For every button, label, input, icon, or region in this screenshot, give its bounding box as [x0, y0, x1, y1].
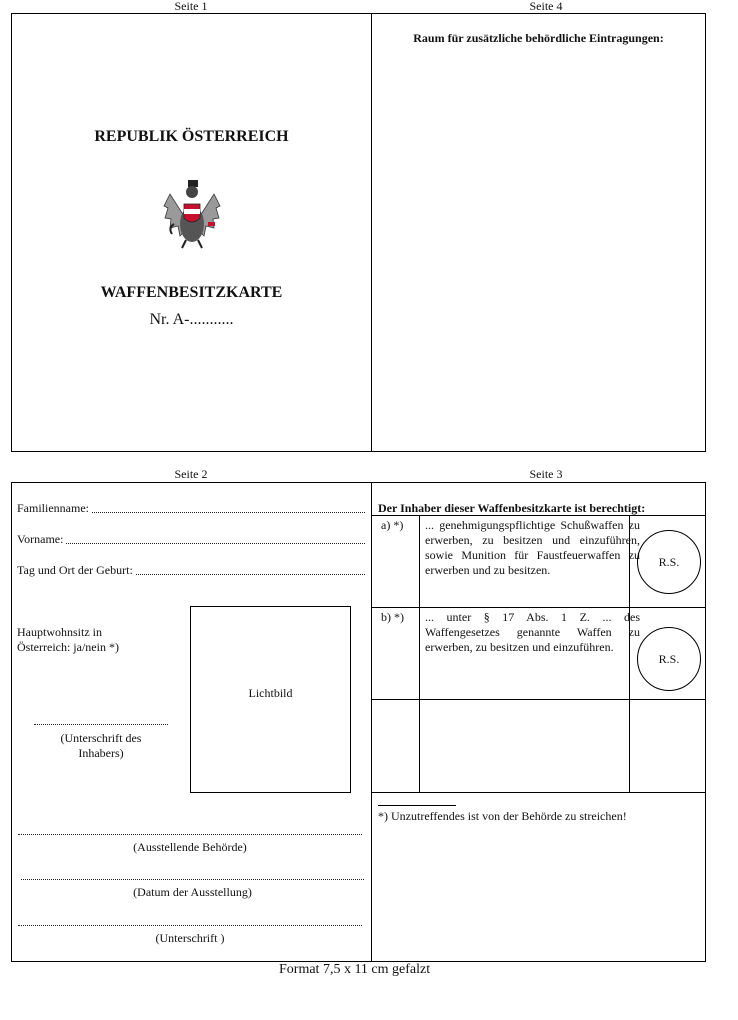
fill-line[interactable]: [92, 501, 365, 513]
signature-line[interactable]: [18, 925, 362, 926]
photo-box: [190, 606, 351, 793]
stamp-label: R.S.: [658, 651, 680, 666]
issue-date-caption: (Datum der Ausstellung): [133, 885, 252, 899]
page2-label: Seite 2: [174, 467, 208, 481]
issue-date-line[interactable]: [21, 879, 364, 880]
residence-field: [17, 625, 119, 655]
photo-label: Lichtbild: [248, 686, 293, 700]
format-note: Format 7,5 x 11 cm gefalzt: [279, 962, 431, 977]
row-divider: [372, 699, 705, 700]
document-number: Nr. A-...........: [149, 311, 234, 328]
signature-caption: (Unterschrift ): [155, 931, 225, 945]
page1-label: Seite 1: [174, 0, 208, 13]
page1-cover: [11, 13, 372, 452]
table-top-border: [372, 515, 705, 516]
row-divider: [372, 607, 705, 608]
row-b-key: b) *): [381, 610, 404, 624]
holder-signature-caption: [34, 731, 168, 761]
page4-label: Seite 4: [529, 0, 563, 13]
row-a-text: ... genehmigungspflichtige Schußwaffen zu erwerben, zu besitzen und einzuführen, sowie Munition für Faustfeuerwaffen zu erwerben und zu besitzen.: [425, 518, 640, 577]
austrian-eagle-icon: [162, 178, 222, 250]
column-divider: [419, 515, 420, 792]
page2-personal-data: [11, 482, 372, 962]
fill-line[interactable]: [136, 563, 365, 575]
footnote-text: *) Unzutreffendes ist von der Behörde zu streichen!: [378, 809, 627, 823]
row-b-text: ... unter § 17 Abs. 1 Z. ... des Waffengesetzes genannte Waffen zu erwerben, zu besitzen und einzuführen.: [425, 610, 640, 654]
caption-line: (Unterschrift des: [60, 731, 142, 745]
authority-line[interactable]: [18, 834, 362, 835]
field-label: Vorname:: [17, 532, 64, 546]
page4-heading: Raum für zusätzliche behördliche Eintragungen:: [413, 31, 664, 45]
field-geburt[interactable]: [17, 563, 365, 578]
page3-heading: Der Inhaber dieser Waffenbesitzkarte ist berechtigt:: [378, 501, 646, 515]
table-bottom-border: [372, 792, 705, 793]
footnote-rule: [378, 805, 456, 806]
field-familienname[interactable]: [17, 501, 365, 516]
holder-signature-line[interactable]: [34, 724, 168, 725]
field-label: Tag und Ort der Geburt:: [17, 563, 133, 577]
fill-line[interactable]: [66, 532, 365, 544]
document-title: WAFFENBESITZKARTE: [100, 284, 283, 301]
field-label: Familienname:: [17, 501, 89, 515]
residence-line1: Hauptwohnsitz in: [17, 625, 102, 639]
page3-authorizations: [371, 482, 706, 962]
field-vorname[interactable]: [17, 532, 365, 547]
official-stamp-circle: [637, 530, 701, 594]
residence-line2: Österreich: ja/nein *): [17, 640, 119, 654]
caption-line: Inhabers): [78, 746, 124, 760]
row-a-key: a) *): [381, 518, 404, 532]
stamp-label: R.S.: [658, 554, 680, 569]
authority-caption: (Ausstellende Behörde): [133, 840, 247, 854]
page3-label: Seite 3: [529, 467, 563, 481]
official-stamp-circle: [637, 627, 701, 691]
page4-notes: [371, 13, 706, 452]
country-title: REPUBLIK ÖSTERREICH: [94, 128, 289, 145]
